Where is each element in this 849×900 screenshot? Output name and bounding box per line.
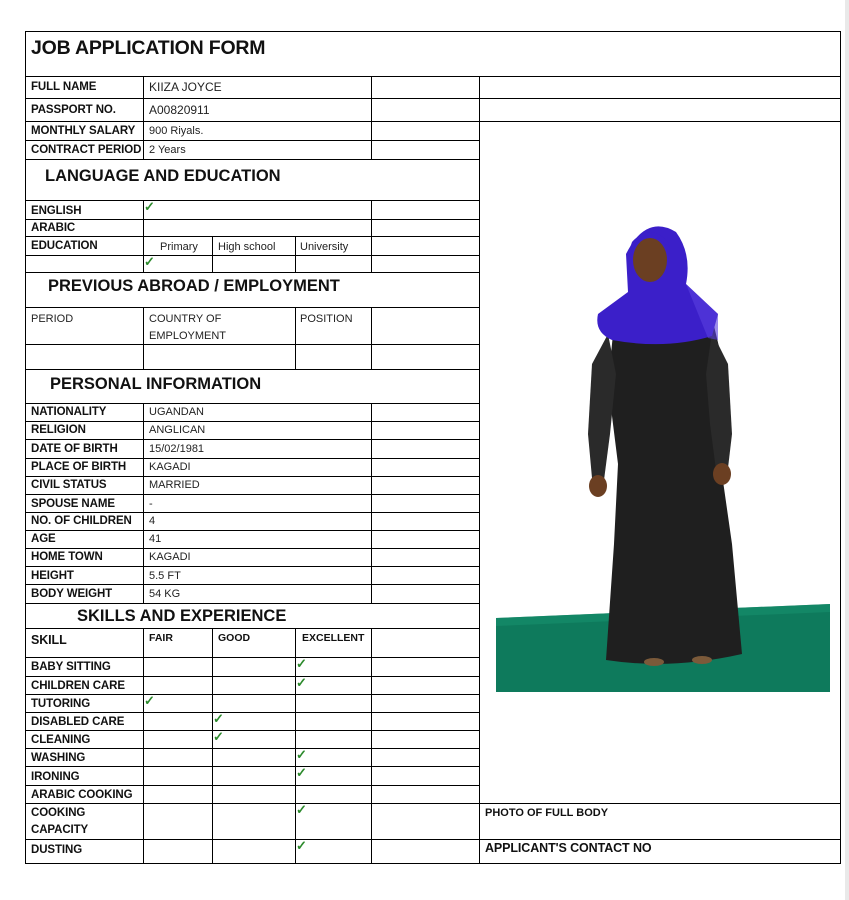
civil-status-label: CIVIL STATUS bbox=[31, 479, 107, 491]
previous-section-title: PREVIOUS ABROAD / EMPLOYMENT bbox=[48, 277, 340, 295]
body-weight-value: 54 KG bbox=[149, 588, 181, 600]
arabic-label: ARABIC bbox=[31, 222, 76, 234]
check-mark-icon: ✓ bbox=[296, 675, 307, 690]
spouse-name-label: SPOUSE NAME bbox=[31, 498, 115, 510]
dob-label: DATE OF BIRTH bbox=[31, 443, 118, 455]
check-mark-icon: ✓ bbox=[144, 254, 155, 269]
children-value: 4 bbox=[149, 515, 156, 527]
religion-label: RELIGION bbox=[31, 424, 86, 436]
body-weight-label: BODY WEIGHT bbox=[31, 588, 113, 600]
height-value: 5.5 FT bbox=[149, 570, 181, 582]
check-mark-icon: ✓ bbox=[296, 838, 307, 853]
place-of-birth-value: KAGADI bbox=[149, 461, 191, 473]
education-university: University bbox=[300, 241, 349, 253]
salary-value: 900 Riyals. bbox=[149, 125, 204, 137]
check-mark-icon: ✓ bbox=[144, 199, 155, 214]
height-label: HEIGHT bbox=[31, 570, 74, 582]
age-label: AGE bbox=[31, 533, 56, 545]
country-label-line2: EMPLOYMENT bbox=[149, 330, 227, 342]
country-label-line1: COUNTRY OF bbox=[149, 313, 222, 325]
skill-ironing: IRONING bbox=[31, 771, 80, 783]
check-mark-icon: ✓ bbox=[144, 693, 155, 708]
skill-disabled-care: DISABLED CARE bbox=[31, 716, 125, 728]
place-of-birth-label: PLACE OF BIRTH bbox=[31, 461, 127, 473]
full-name-label: FULL NAME bbox=[31, 81, 97, 93]
skill-header: SKILL bbox=[31, 633, 67, 647]
check-mark-icon: ✓ bbox=[296, 747, 307, 762]
age-value: 41 bbox=[149, 533, 162, 545]
skill-tutoring: TUTORING bbox=[31, 698, 91, 710]
position-label: POSITION bbox=[300, 313, 353, 325]
language-section-title: LANGUAGE AND EDUCATION bbox=[45, 167, 281, 185]
fair-header: FAIR bbox=[149, 632, 173, 644]
skill-dusting: DUSTING bbox=[31, 844, 83, 856]
check-mark-icon: ✓ bbox=[296, 765, 307, 780]
passport-label: PASSPORT NO. bbox=[31, 104, 116, 116]
personal-section-title: PERSONAL INFORMATION bbox=[50, 375, 262, 393]
home-town-value: KAGADI bbox=[149, 551, 191, 563]
skill-baby-sitting: BABY SITTING bbox=[31, 661, 111, 673]
passport-value: A00820911 bbox=[149, 103, 210, 117]
nationality-value: UGANDAN bbox=[149, 406, 205, 418]
skill-children-care: CHILDREN CARE bbox=[31, 680, 125, 692]
period-label: PERIOD bbox=[31, 313, 74, 325]
skill-cooking-line1: COOKING bbox=[31, 807, 86, 819]
check-mark-icon: ✓ bbox=[296, 656, 307, 671]
skill-cooking-line2: CAPACITY bbox=[31, 824, 89, 836]
photo-caption: PHOTO OF FULL BODY bbox=[485, 807, 609, 819]
education-label: EDUCATION bbox=[31, 240, 98, 252]
contact-label: APPLICANT'S CONTACT NO bbox=[485, 841, 652, 855]
good-header: GOOD bbox=[218, 632, 251, 644]
english-label: ENGLISH bbox=[31, 205, 82, 217]
education-high-school: High school bbox=[218, 241, 276, 253]
skills-section-title: SKILLS AND EXPERIENCE bbox=[77, 607, 287, 625]
contract-label: CONTRACT PERIOD bbox=[31, 144, 142, 156]
full-name-value: KIIZA JOYCE bbox=[149, 80, 222, 94]
check-mark-icon: ✓ bbox=[296, 802, 307, 817]
skill-arabic-cooking: ARABIC COOKING bbox=[31, 789, 133, 801]
spouse-name-value: - bbox=[149, 498, 153, 510]
education-primary: Primary bbox=[160, 241, 198, 253]
religion-value: ANGLICAN bbox=[149, 424, 206, 436]
home-town-label: HOME TOWN bbox=[31, 551, 103, 563]
children-label: NO. OF CHILDREN bbox=[31, 515, 132, 527]
check-mark-icon: ✓ bbox=[213, 729, 224, 744]
check-mark-icon: ✓ bbox=[213, 711, 224, 726]
skill-washing: WASHING bbox=[31, 752, 86, 764]
dob-value: 15/02/1981 bbox=[149, 443, 205, 455]
civil-status-value: MARRIED bbox=[149, 479, 200, 491]
excellent-header: EXCELLENT bbox=[302, 632, 365, 644]
skill-cleaning: CLEANING bbox=[31, 734, 91, 746]
contract-value: 2 Years bbox=[149, 144, 186, 156]
nationality-label: NATIONALITY bbox=[31, 406, 107, 418]
applicant-photo bbox=[496, 214, 830, 692]
form-title: JOB APPLICATION FORM bbox=[31, 37, 266, 59]
salary-label: MONTHLY SALARY bbox=[31, 125, 136, 137]
